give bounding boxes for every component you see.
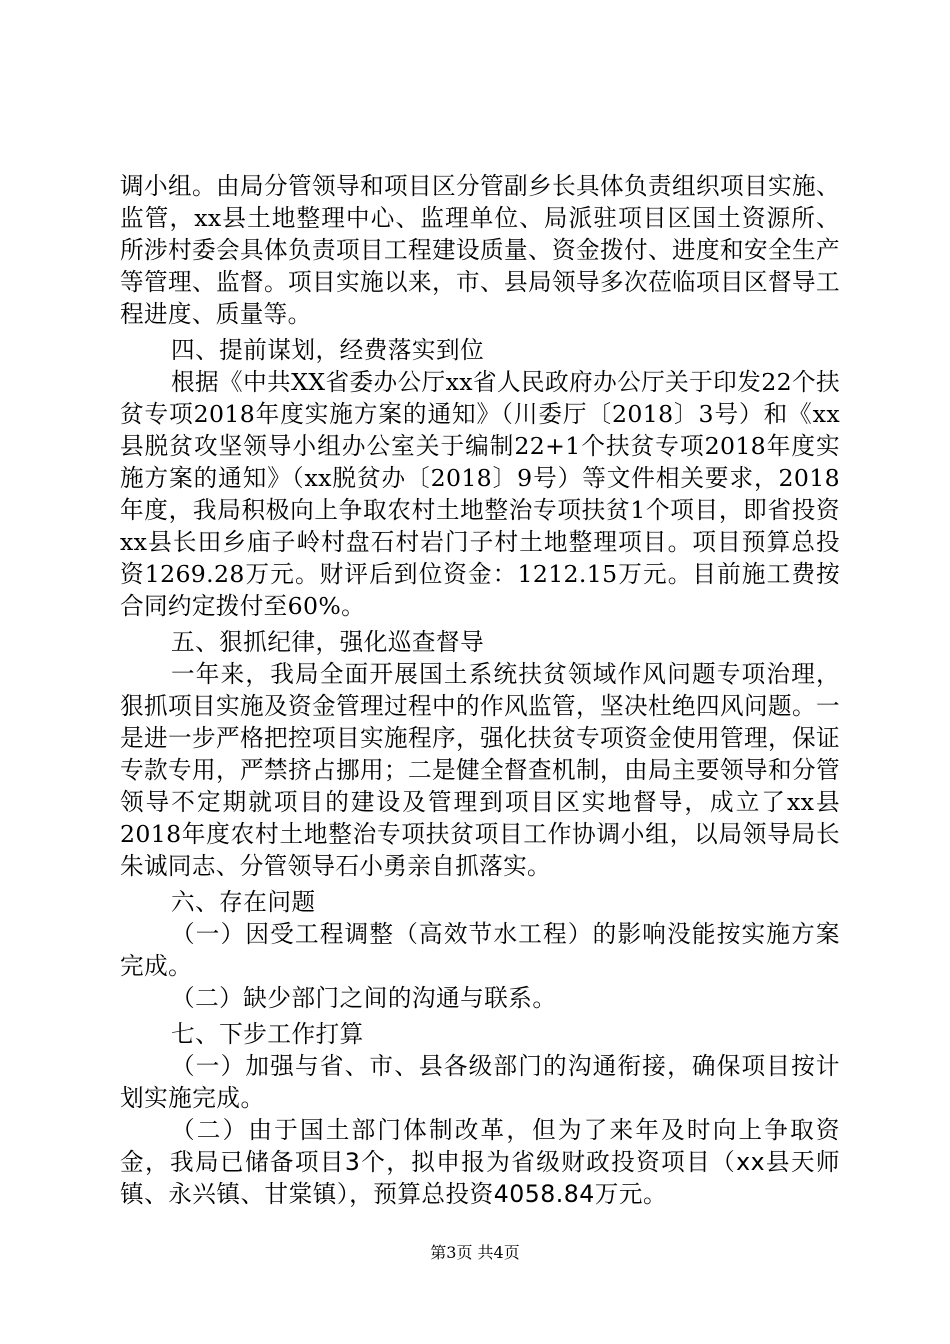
section-heading-6: 六、存在问题 (171, 888, 316, 916)
section-heading-7: 七、下步工作打算 (171, 1020, 364, 1048)
document-body (120, 170, 840, 1210)
paragraph-section-5: 一年来，我局全面开展国土系统扶贫领域作风问题专项治理，狠抓项目实施及资金管理过程中的作风监管，坚决杜绝四风问题。一是进一步严格把控项目实施程序，强化扶贫专项资金使用管理，保证专款专用，严禁挤占挪用；二是健全督查机制，由局主要领导和分管领导不定期就项目的建设及管理到项目区实地督导，成立了xx县2018年度农村土地整治专项扶贫项目工作协调小组，以局领导局长朱诚同志、分管领导石小勇亲自抓落实。 (120, 660, 840, 880)
paragraph-section-4: 根据《中共XX省委办公厅xx省人民政府办公厅关于印发22个扶贫专项2018年度实施方案的通知》（川委厅〔2018〕3号）和《xx县脱贫攻坚领导小组办公室关于编制22+1个扶贫专项2018年度实施方案的通知》（xx脱贫办〔2018〕9号）等文件相关要求，2018年度，我局积极向上争取农村土地整治专项扶贫1个项目，即省投资xx县长田乡庙子岭村盘石村岩门子村土地整理项目。项目预算总投资1269.28万元。财评后到位资金：1212.15万元。目前施工费按合同约定拨付至60%。 (120, 368, 840, 620)
page-number-footer: 第3页 共4页 (430, 1243, 520, 1262)
paragraph-plan-1: （一）加强与省、市、县各级部门的沟通衔接，确保项目按计划实施完成。 (120, 1052, 840, 1112)
section-heading-4: 四、提前谋划，经费落实到位 (171, 336, 485, 364)
paragraph-intro: 调小组。由局分管领导和项目区分管副乡长具体负责组织项目实施、监管，xx县土地整理中心、监理单位、局派驻项目区国土资源所、所涉村委会具体负责项目工程建设质量、资金拨付、进度和安全生产等管理、监督。项目实施以来，市、县局领导多次莅临项目区督导工程进度、质量等。 (120, 172, 840, 328)
paragraph-plan-2: （二）由于国土部门体制改革，但为了来年及时向上争取资金，我局已储备项目3个，拟申报为省级财政投资项目（xx县天师镇、永兴镇、甘棠镇），预算总投资4058.84万元。 (120, 1116, 840, 1208)
section-heading-5: 五、狠抓纪律，强化巡查督导 (171, 628, 485, 656)
paragraph-issue-1: （一）因受工程调整（高效节水工程）的影响没能按实施方案完成。 (120, 920, 840, 980)
paragraph-issue-2: （二）缺少部门之间的沟通与联系。 (171, 984, 557, 1012)
